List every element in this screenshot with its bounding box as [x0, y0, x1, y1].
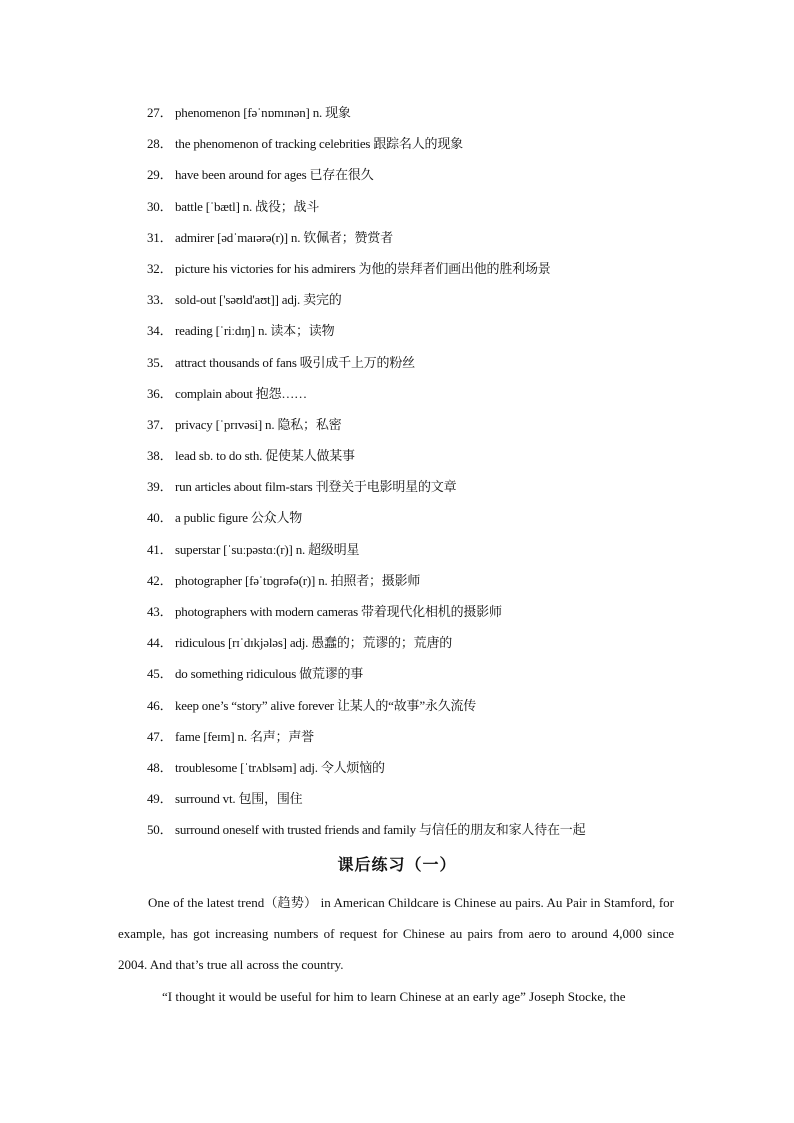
item-number: 36．	[147, 385, 173, 401]
vocab-item	[147, 162, 707, 193]
item-text: surround oneself with trusted friends and family 与信任的朋友和家人待在一起	[175, 822, 586, 838]
vocab-item	[147, 131, 707, 162]
vocab-item	[147, 786, 707, 817]
vocab-item	[147, 194, 707, 225]
item-number: 40．	[147, 510, 173, 526]
item-text: battle [ˈbætl] n. 战役；战斗	[175, 198, 320, 214]
item-number: 35．	[147, 354, 173, 370]
item-number: 41．	[147, 541, 173, 557]
vocab-item	[147, 537, 707, 568]
item-number: 33．	[147, 292, 173, 308]
vocab-item	[147, 724, 707, 755]
vocab-item	[147, 350, 707, 381]
vocab-item	[147, 256, 707, 287]
item-number: 31．	[147, 229, 173, 245]
vocab-item	[147, 100, 707, 131]
item-number: 34．	[147, 323, 173, 339]
item-text: sold-out ['səʊld'aʊt]] adj. 卖完的	[175, 292, 342, 308]
item-text: ridiculous [rɪˈdɪkjələs] adj. 愚蠢的；荒谬的；荒唐的	[175, 635, 453, 651]
vocab-item	[147, 755, 707, 786]
item-number: 37．	[147, 416, 173, 432]
item-number: 44．	[147, 635, 173, 651]
item-number: 42．	[147, 572, 173, 588]
item-number: 28．	[147, 136, 173, 152]
item-number: 49．	[147, 791, 173, 807]
item-text: surround vt. 包围，围住	[175, 791, 303, 807]
vocab-item	[147, 412, 707, 443]
item-number: 47．	[147, 728, 173, 744]
item-number: 29．	[147, 167, 173, 183]
exercise-title: 课后练习（一）	[337, 855, 457, 874]
vocab-item	[147, 599, 707, 630]
vocab-item	[147, 505, 707, 536]
vocab-item	[147, 661, 707, 692]
item-text: photographer [fəˈtɒɡrəfə(r)] n. 拍照者；摄影师	[175, 572, 421, 588]
vocab-item	[147, 630, 707, 661]
item-text: run articles about film-stars 刊登关于电影明星的文章	[175, 479, 457, 495]
item-text: a public figure 公众人物	[175, 510, 303, 526]
item-number: 32．	[147, 260, 173, 276]
item-text: fame [feɪm] n. 名声；声誉	[175, 728, 314, 744]
item-text: photographers with modern cameras 带着现代化相机的摄影师	[175, 604, 502, 619]
item-text: admirer [ədˈmaɪərə(r)] n. 钦佩者；赞赏者	[175, 229, 393, 245]
vocab-item	[147, 443, 707, 474]
vocab-item	[147, 225, 707, 256]
item-text: lead sb. to do sth. 促使某人做某事	[175, 448, 355, 464]
item-number: 38．	[147, 448, 173, 464]
item-text: troublesome [ˈtrʌblsəm] adj. 令人烦恼的	[175, 759, 385, 775]
item-text: phenomenon [fəˈnɒmɪnən] n. 现象	[175, 105, 351, 120]
item-text: the phenomenon of tracking celebrities 跟踪名人的现象	[175, 136, 463, 152]
vocab-item	[147, 474, 707, 505]
item-text: complain about 抱怨……	[175, 385, 307, 401]
item-number: 39．	[147, 479, 173, 495]
item-text: have been around for ages 已存在很久	[175, 167, 374, 183]
item-text: attract thousands of fans 吸引成千上万的粉丝	[175, 354, 415, 370]
vocab-item	[147, 693, 707, 724]
item-text: do something ridiculous 做荒谬的事	[175, 666, 364, 682]
item-text: keep one’s “story” alive forever 让某人的“故事”永久流传	[175, 697, 477, 713]
item-text: superstar [ˈsuːpəstɑː(r)] n. 超级明星	[175, 541, 360, 557]
vocab-item	[147, 287, 707, 318]
item-text: reading [ˈriːdɪŋ] n. 读本；读物	[175, 323, 335, 339]
exercise-paragraph-1: One of the latest trend（趋势） in American Childcare is Chinese au pairs. Au Pair in Stamford, for example, has got increasing numbers of request for Chinese au pairs from aero to around 4,000 since 2004. And that’s true all across the country.	[118, 895, 674, 972]
vocab-item	[147, 381, 707, 412]
item-number: 27．	[147, 105, 173, 120]
item-text: privacy [ˈprɪvəsi] n. 隐私；私密	[175, 416, 342, 432]
item-number: 43．	[147, 604, 173, 619]
item-text: picture his victories for his admirers 为他的崇拜者们画出他的胜利场景	[175, 260, 551, 276]
item-number: 30．	[147, 198, 173, 214]
item-number: 50．	[147, 822, 173, 838]
item-number: 45．	[147, 666, 173, 682]
vocab-item	[147, 318, 707, 349]
item-number: 46．	[147, 697, 173, 713]
vocab-item	[147, 568, 707, 599]
vocab-item	[147, 817, 707, 848]
vocabulary-list	[147, 100, 707, 849]
exercise-paragraph-2: “I thought it would be useful for him to learn Chinese at an early age” Joseph Stocke, the	[162, 989, 626, 1004]
item-number: 48．	[147, 759, 173, 775]
